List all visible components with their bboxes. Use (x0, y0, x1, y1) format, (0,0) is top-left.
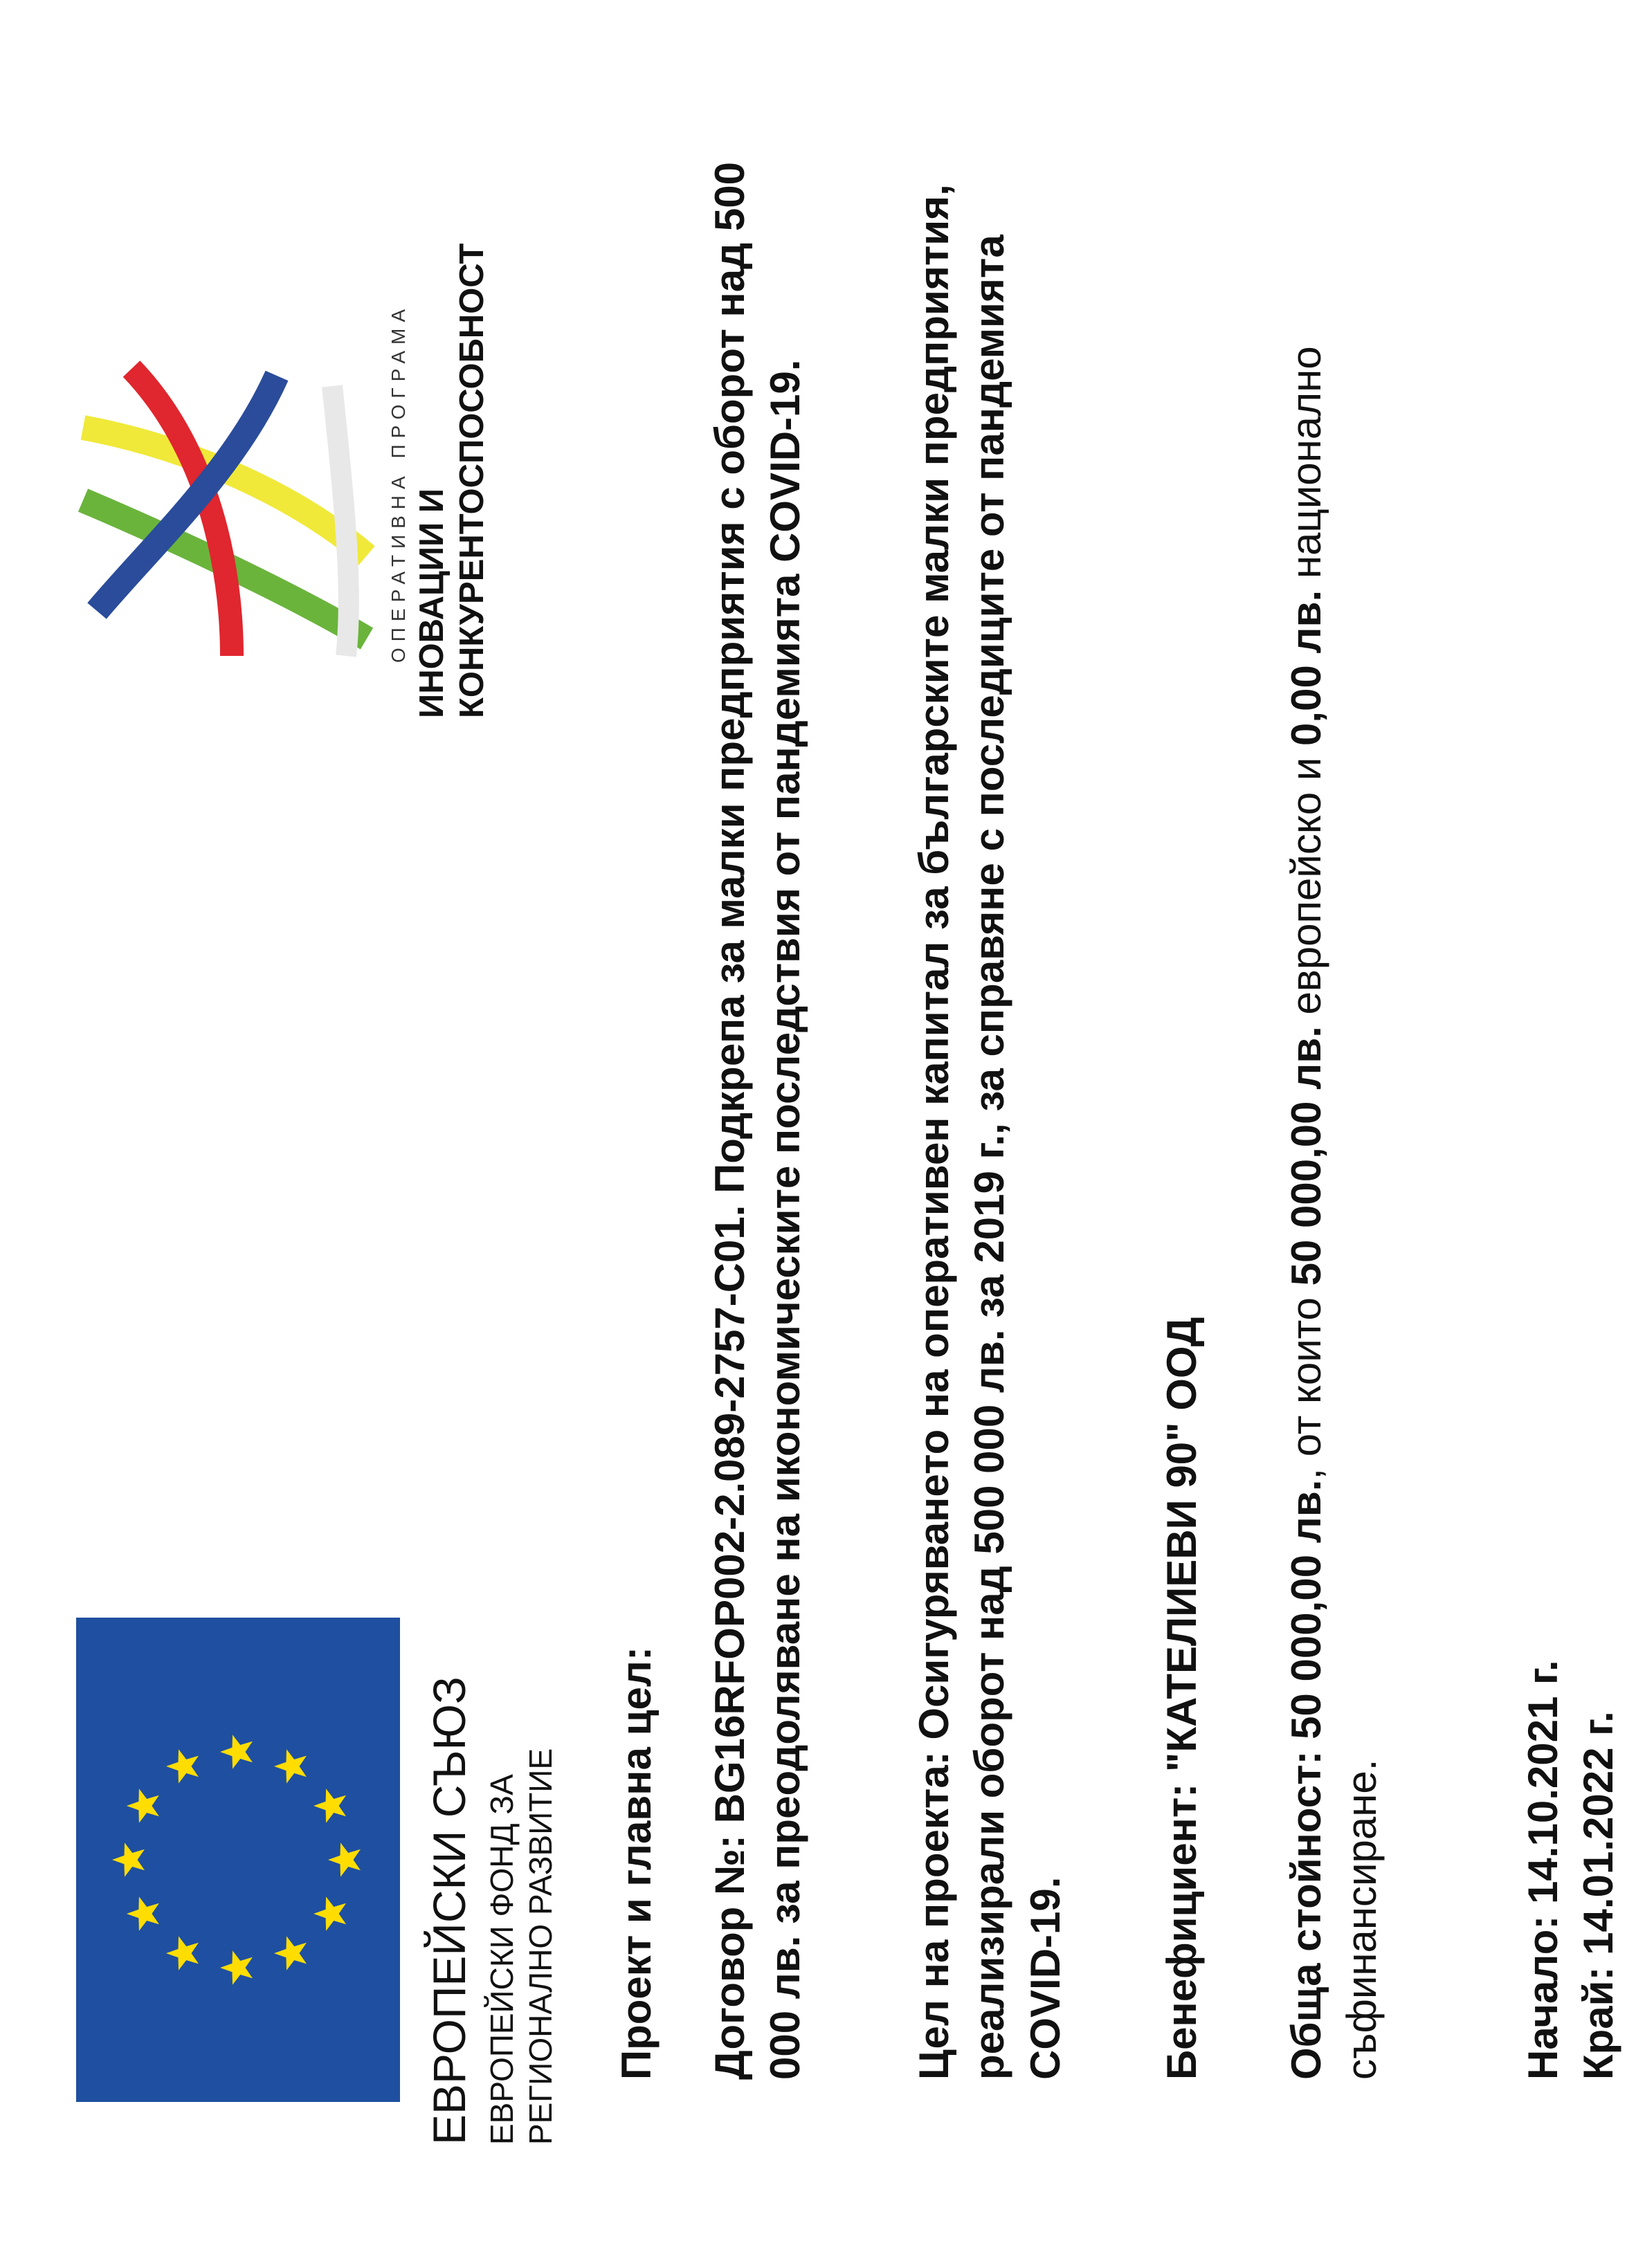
contract-text: BG16RFOP002-2.089-2757-C01. Подкрепа за малки предприятия с оборот над 500 000 лв. за преодоляване на икономическите последствия от пандемията COVID-19. (707, 161, 809, 2080)
beneficiary-value: "КАТЕЛИЕВИ 90" ООД (1158, 1317, 1205, 1773)
cost-block (1279, 108, 1390, 2080)
goal-block (907, 108, 1073, 2080)
beneficiary-label: Бенефициент: (1158, 1783, 1205, 2080)
cost-mid: , от които (1283, 1297, 1329, 1480)
beneficiary-line (1154, 108, 1210, 2080)
start-label: Начало: (1520, 1915, 1566, 2080)
goal-label: Цел на проекта: (911, 1751, 957, 2080)
end-label: Край: (1575, 1966, 1622, 2080)
cost-eu-suffix: европейско и (1283, 757, 1329, 1015)
cost-nat: 0,00 лв. (1283, 589, 1329, 746)
programme-caption: ОПЕРАТИВНА ПРОГРАМА (388, 302, 409, 663)
goal-text: Осигуряването на оперативен капитал за българските малки предприятия, реализирали оборот над 500 000 лв. за 2019 г., за справяне с последиците от пандемията COVID-19. (911, 184, 1069, 2080)
start-line (1516, 108, 1571, 2080)
eu-fund-line-2: РЕГИОНАЛНО РАЗВИТИЕ (522, 1748, 558, 2145)
start-date: 14.10.2021 г. (1520, 1660, 1566, 1904)
end-date: 14.01.2022 г. (1575, 1711, 1622, 1955)
contract-block (702, 108, 814, 2080)
project-heading: Проект и главна цел: (613, 1647, 660, 2080)
programme-name-line-1: ИНОВАЦИИ И (413, 488, 451, 718)
end-line (1571, 108, 1626, 2080)
cost-label: Обща стойност: (1283, 1750, 1329, 2080)
eu-flag-icon (76, 1618, 400, 2102)
cost-eu: 50 000,00 лв. (1283, 1026, 1329, 1286)
cost-total: 50 000,00 лв. (1283, 1479, 1329, 1739)
dates-block (1516, 108, 1627, 2080)
cost-nat-suffix: национално съфинансиране. (1283, 346, 1385, 2080)
eu-title: ЕВРОПЕЙСКИ СЪЮЗ (424, 1676, 475, 2145)
contract-label: Договор №: (707, 1835, 753, 2080)
eu-fund-line-1: ЕВРОПЕЙСКИ ФОНД ЗА (484, 1774, 520, 2145)
op-innovation-logo-icon (69, 351, 374, 677)
programme-name-line-2: КОНКУРЕНТОСПОСОБНОСТ (453, 243, 491, 718)
